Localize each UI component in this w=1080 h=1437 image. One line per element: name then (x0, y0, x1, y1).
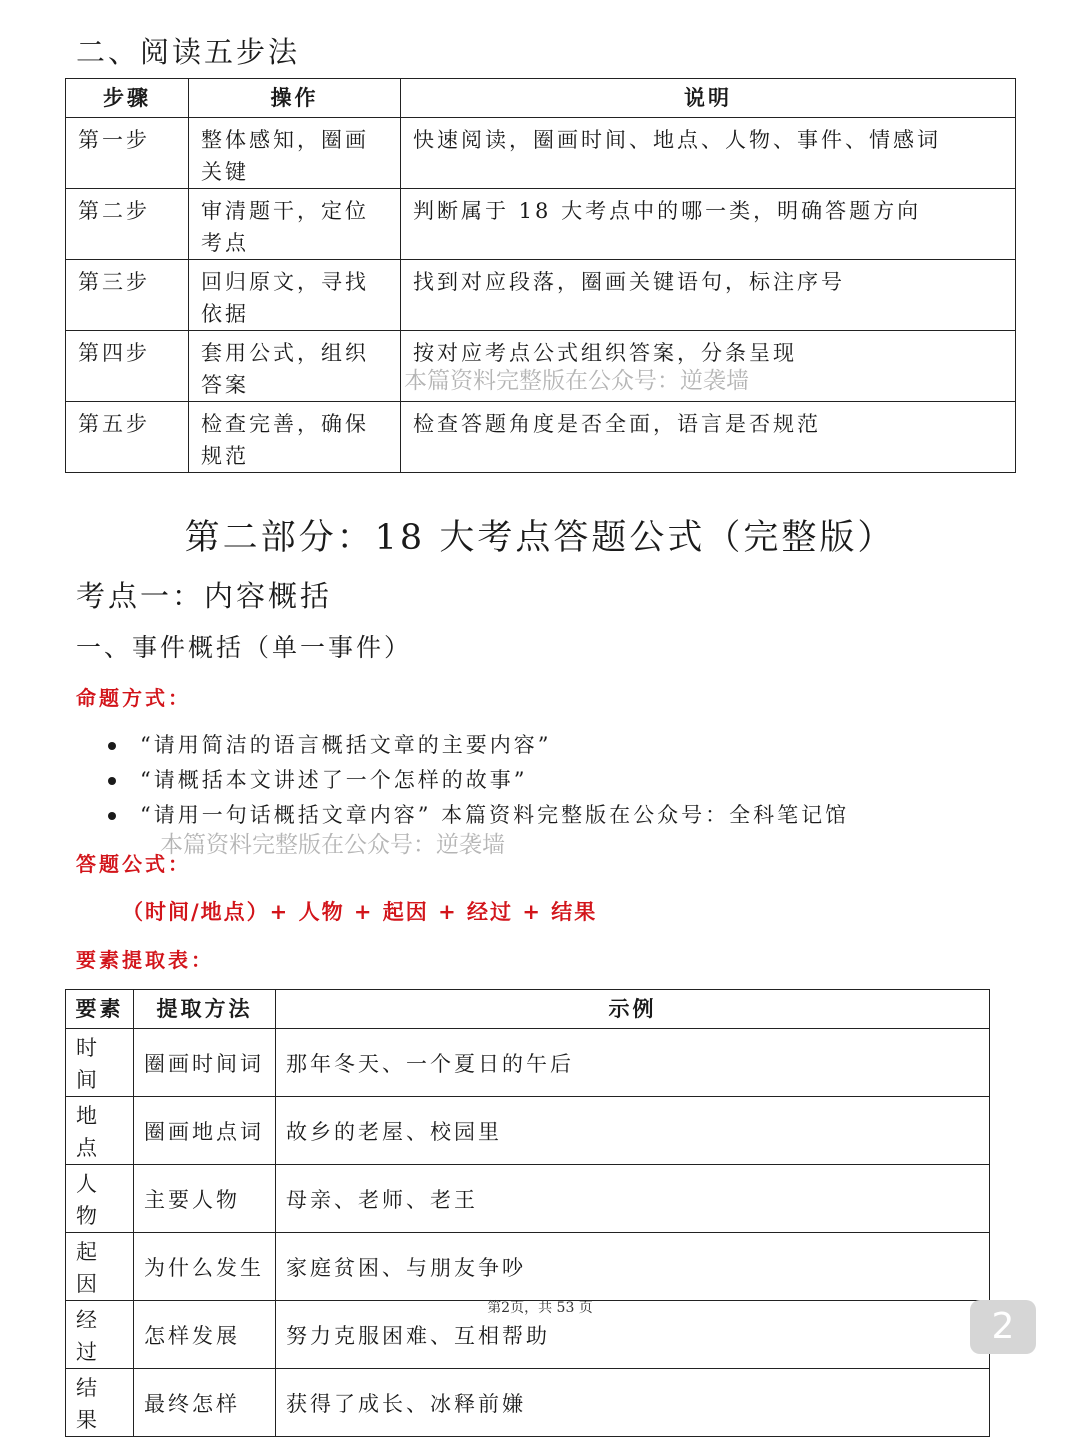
action-cell: 整体感知，圈画关键 (189, 118, 401, 189)
column-header: 步骤 (66, 79, 189, 118)
method-cell: 圈画时间词 (134, 1029, 276, 1097)
example-cell: 那年冬天、一个夏日的午后 (276, 1029, 990, 1097)
method-cell: 主要人物 (134, 1165, 276, 1233)
step-cell: 第一步 (66, 118, 189, 189)
column-header: 要素 (66, 990, 134, 1029)
description-cell: 按对应考点公式组织答案，分条呈现 (401, 331, 1016, 402)
column-header: 提取方法 (134, 990, 276, 1029)
example-cell: 母亲、老师、老王 (276, 1165, 990, 1233)
step-cell: 第三步 (66, 260, 189, 331)
subtopic-title: 一、事件概括（单一事件） (76, 633, 413, 662)
part-two-title: 第二部分：18 大考点答题公式（完整版） (184, 518, 896, 558)
list-item-text: “请概括本文讲述了一个怎样的故事” (140, 768, 528, 792)
method-cell: 圈画地点词 (134, 1097, 276, 1165)
example-cell: 获得了成长、冰释前嫌 (276, 1369, 990, 1437)
section-title-reading-steps: 二、阅读五步法 (76, 35, 301, 69)
bullet-icon (108, 812, 116, 820)
description-cell: 检查答题角度是否全面，语言是否规范 (401, 402, 1016, 473)
description-cell: 判断属于 18 大考点中的哪一类，明确答题方向 (401, 189, 1016, 260)
method-cell: 怎样发展 (134, 1301, 276, 1369)
elements-extraction-table (65, 989, 990, 1437)
method-cell: 最终怎样 (134, 1369, 276, 1437)
table-row (66, 1369, 990, 1437)
element-cell: 结果 (66, 1369, 134, 1437)
action-cell: 审清题干，定位考点 (189, 189, 401, 260)
list-item (108, 763, 849, 798)
element-cell: 经过 (66, 1301, 134, 1369)
column-header: 操作 (189, 79, 401, 118)
table-row (66, 260, 1016, 331)
table-row (66, 1165, 990, 1233)
question-style-label: 命题方式： (76, 686, 191, 710)
list-item (108, 728, 849, 763)
watermark-text: 本篇资料完整版在公众号：逆袭墙 (160, 832, 505, 858)
description-cell: 找到对应段落，圈画关键语句，标注序号 (401, 260, 1016, 331)
description-cell: 快速阅读，圈画时间、地点、人物、事件、情感词 (401, 118, 1016, 189)
page-footer: 第2页，共 53 页 (487, 1300, 593, 1316)
column-header: 说明 (401, 79, 1016, 118)
table-header-row (66, 79, 1016, 118)
action-cell: 套用公式，组织答案 (189, 331, 401, 402)
method-cell: 为什么发生 (134, 1233, 276, 1301)
elements-table-label: 要素提取表： (76, 948, 214, 972)
column-header: 示例 (276, 990, 990, 1029)
table-row (66, 1097, 990, 1165)
example-cell: 家庭贫困、与朋友争吵 (276, 1233, 990, 1301)
action-cell: 回归原文，寻找依据 (189, 260, 401, 331)
table-header-row (66, 990, 990, 1029)
element-cell: 起因 (66, 1233, 134, 1301)
example-cell: 努力克服困难、互相帮助 (276, 1301, 990, 1369)
example-cell: 故乡的老屋、校园里 (276, 1097, 990, 1165)
list-item-text: “请用简洁的语言概括文章的主要内容” (140, 733, 552, 757)
table-row (66, 118, 1016, 189)
topic-title: 考点一：内容概括 (76, 579, 333, 613)
bullet-icon (108, 742, 116, 750)
list-item-text: “请用一句话概括文章内容” 本篇资料完整版在公众号：全科笔记馆 (140, 803, 850, 827)
page-number-badge: 2 (970, 1300, 1036, 1354)
table-row (66, 402, 1016, 473)
reading-steps-table (65, 78, 1016, 473)
element-cell: 时间 (66, 1029, 134, 1097)
table-row (66, 189, 1016, 260)
step-cell: 第五步 (66, 402, 189, 473)
table-row (66, 1233, 990, 1301)
element-cell: 人物 (66, 1165, 134, 1233)
element-cell: 地点 (66, 1097, 134, 1165)
step-cell: 第二步 (66, 189, 189, 260)
formula-label: 答题公式： (76, 852, 191, 876)
answer-formula: （时间/地点）+ 人物 + 起因 + 经过 + 结果 (122, 899, 598, 924)
question-style-list (108, 728, 849, 833)
action-cell: 检查完善，确保规范 (189, 402, 401, 473)
watermark-text: 本篇资料完整版在公众号：逆袭墙 (404, 368, 749, 394)
step-cell: 第四步 (66, 331, 189, 402)
bullet-icon (108, 777, 116, 785)
table-row (66, 1029, 990, 1097)
